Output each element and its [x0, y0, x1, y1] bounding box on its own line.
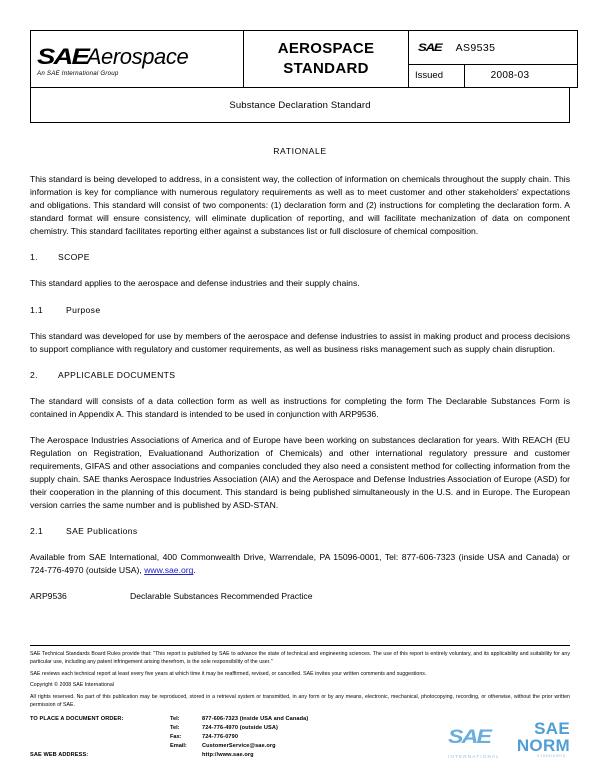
sae-norm-logo: [448, 720, 570, 760]
sae-publications-number: 2.1: [30, 526, 43, 537]
rationale-paragraph: This standard is being developed to address, in a consistent way, the collection of information on chemicals throughout the supply chain. This information is key for compliance with numerous regulatory requirements as well as to meet customer and other stakeholders' expectations and obligations. This standard will consist of two components: (1) declaration form and (2) instructions for completing the declaration form. A standard format will ensure consistency, will eliminate duplication of reporting, and will facilitate mechanization of data on component chemistry. This standard facilitates reporting either against a substances list or full disclosure of chemical composition.: [30, 174, 570, 237]
header-logo-cell: [31, 31, 244, 88]
web-address-value: http://www.sae.org: [202, 751, 254, 758]
sae-logo-mark-footer: SAE: [448, 726, 491, 748]
order-spacer-1: [30, 724, 170, 733]
footer-disclaimer-2: SAE reviews each technical report at least every five years at which time it may be reaffirmed, revised, or cancelled. SAE invites your written comments and suggestions.: [30, 670, 427, 677]
purpose-number: 1.1: [30, 304, 43, 315]
purpose-paragraph: This standard was developed for use by members of the aerospace and defense industries to assist in making product and process decisions to support compliance with regulatory and customer requirements, as well as business risks management such as supply chain disruption.: [30, 330, 570, 354]
sae-publications-paragraph: [30, 551, 570, 577]
reference-document-row: [30, 590, 570, 603]
applicable-documents-heading-label: APPLICABLE DOCUMENTS: [58, 369, 176, 380]
applicable-documents-heading: [30, 369, 570, 382]
footer-copyright: Copyright © 2008 SAE International: [30, 682, 114, 689]
publications-text-post: .: [193, 565, 196, 576]
sae-website-link[interactable]: www.sae.org: [144, 565, 194, 576]
sae-norm-tagline: STANDARDS: [536, 754, 566, 759]
applicable-documents-paragraph-1: The standard will consists of a data collection form as well as instructions for completing the form The Declarable Substances Form is contained in Appendix A. This standard is intended to be used in conjunction with ARP9536.: [30, 395, 570, 419]
sae-international-text: INTERNATIONAL: [448, 754, 501, 760]
document-body: [30, 145, 570, 604]
issued-label: Issued: [409, 65, 465, 87]
aerospace-wordmark: Aerospace: [86, 43, 189, 69]
header-identifier-cell: [409, 31, 578, 88]
sae-publications-heading-label: SAE Publications: [66, 526, 138, 537]
reference-document-id: ARP9536: [30, 591, 67, 602]
applicable-documents-number: 2.: [30, 369, 38, 380]
sae-norm-logo-subrow: [448, 755, 570, 760]
sae-logo-mark-small: SAE: [418, 41, 442, 54]
sae-aerospace-logo: [37, 43, 243, 69]
sae-norm-logo-row: [448, 720, 570, 754]
contact-key-0: Tel:: [170, 715, 180, 722]
order-spacer-2: [30, 733, 170, 742]
sae-norm-wordmark: SAE NORM: [516, 719, 570, 756]
footer-rights-reserved: All rights reserved. No part of this publication may be reproduced, stored in a retrieval system or transmitted, in any form or by any means, electronic, mechanical, photocopying, recording, or otherwise, without the prior written permission of SAE.: [30, 694, 570, 708]
publications-text-pre: Available from SAE International, 400 Commonwealth Drive, Warrendale, PA 15096-0001, Tel: 877-606-7323 (inside USA and Canada) or 724-776-4970 (outside USA),: [30, 552, 570, 576]
document-number-row: [409, 32, 577, 65]
reference-document-title: Declarable Substances Recommended Practice: [130, 591, 313, 602]
sae-publications-heading: [30, 525, 570, 538]
order-spacer-3: [30, 742, 170, 751]
purpose-heading: [30, 304, 570, 317]
document-type-line-1: AEROSPACE: [277, 40, 375, 58]
web-address-label: SAE WEB ADDRESS:: [30, 751, 89, 758]
contact-value-0: 877-606-7323 (inside USA and Canada): [202, 715, 309, 722]
scope-number: 1.: [30, 252, 38, 263]
rationale-heading: RATIONALE: [273, 146, 327, 156]
contact-key-3: Email:: [170, 742, 187, 749]
document-page: [30, 30, 570, 617]
contact-value-3: CustomerService@sae.org: [202, 742, 276, 749]
contact-value-1: 724-776-4970 (outside USA): [202, 724, 278, 731]
purpose-heading-label: Purpose: [66, 304, 101, 315]
contact-value-2: 724-776-0790: [202, 733, 239, 740]
scope-heading: [30, 251, 570, 264]
logo-tagline: An SAE International Group: [37, 69, 119, 77]
footer-disclaimer-1: SAE Technical Standards Board Rules provide that: "This report is published by SAE to advance the state of technical and engineering sciences. The use of this report is entirely voluntary, and its applicability and suitability for any particular use, including any patent infringement arising therefrom, is the sole responsibility of the user.": [30, 651, 570, 665]
order-information-block: [30, 715, 570, 760]
issued-date: 2008-03: [490, 70, 530, 81]
order-label: TO PLACE A DOCUMENT ORDER:: [30, 715, 124, 722]
issued-row: [409, 65, 577, 87]
web-address-spacer: [170, 751, 202, 760]
applicable-documents-paragraph-2: The Aerospace Industries Associations of America and of Europe have been working on substances declaration for years. With REACH (EU Regulation on Registration, Evaluationand Authorization of Chemicals) and other international regulatory pressure and customer requirements, GIFAS and other associations and companies concluded they also need a consistent method for collecting information from the supply chain. SAE thanks Aerospace Industries Association (AIA) and the Aerospace and Defense Industries Association of Europe (ASD) for their cooperation in the planning of this document. This standard is being published simultaneously in the U.S. and in Europe. The European version carries the same number and is published by ASD-STAN.: [30, 434, 570, 511]
header-document-type-cell: [244, 31, 409, 88]
document-footer: [30, 645, 570, 760]
scope-heading-label: SCOPE: [58, 252, 90, 263]
contact-key-1: Tel:: [170, 724, 180, 731]
footer-divider: [30, 645, 570, 646]
sae-logo-mark: SAE: [37, 43, 88, 69]
contact-key-2: Fax:: [170, 733, 182, 740]
document-header-table: [30, 30, 578, 88]
document-subtitle: Substance Declaration Standard: [30, 88, 570, 123]
document-number: AS9535: [455, 41, 496, 54]
document-type-line-2: STANDARD: [283, 60, 369, 77]
scope-paragraph: This standard applies to the aerospace and defense industries and their supply chains.: [30, 278, 360, 289]
